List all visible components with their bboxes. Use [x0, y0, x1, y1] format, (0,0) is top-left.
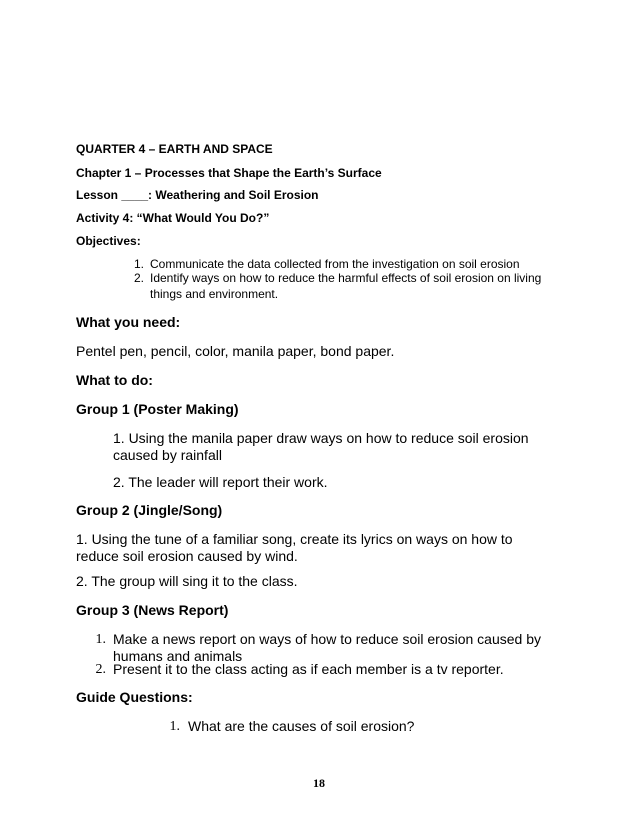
objective-number: 1.: [133, 257, 144, 271]
group-2-item: 1. Using the tune of a familiar song, create its lyrics on ways on how to reduce soil erosion caused by wind.: [76, 531, 513, 564]
group-3-item-number: 1.: [95, 632, 106, 647]
group-1-item: 2. The leader will report their work.: [113, 474, 328, 490]
objective-text: Identify ways on how to reduce the harmful effects of soil erosion on living things and environment.: [150, 271, 542, 301]
quarter-heading: QUARTER 4 – EARTH AND SPACE: [76, 142, 273, 156]
objective-number: 2.: [133, 271, 144, 285]
what-to-do-heading: What to do:: [76, 372, 153, 388]
group-3-item-text: Present it to the class acting as if each member is a tv reporter.: [113, 661, 504, 677]
guide-question-number: 1.: [169, 719, 180, 734]
guide-questions-heading: Guide Questions:: [76, 689, 193, 705]
materials-text: Pentel pen, pencil, color, manila paper, bond paper.: [76, 343, 395, 359]
lesson-heading: Lesson ____: Weathering and Soil Erosion: [76, 188, 319, 202]
group-3-heading: Group 3 (News Report): [76, 602, 229, 618]
what-you-need-heading: What you need:: [76, 314, 181, 330]
group-1-item: 1. Using the manila paper draw ways on how to reduce soil erosion caused by rainfall: [113, 430, 529, 463]
objective-text: Communicate the data collected from the investigation on soil erosion: [150, 257, 520, 271]
chapter-heading: Chapter 1 – Processes that Shape the Earth’s Surface: [76, 166, 382, 180]
objectives-label: Objectives:: [76, 234, 141, 248]
group-3-item-number: 2.: [95, 662, 106, 677]
guide-question-text: What are the causes of soil erosion?: [188, 718, 415, 734]
activity-heading: Activity 4: “What Would You Do?”: [76, 211, 270, 225]
group-1-heading: Group 1 (Poster Making): [76, 401, 239, 417]
page-number: 18: [313, 776, 325, 790]
group-2-item: 2. The group will sing it to the class.: [76, 573, 298, 589]
group-3-item-text: Make a news report on ways of how to reduce soil erosion caused by humans and animals: [113, 631, 542, 664]
group-2-heading: Group 2 (Jingle/Song): [76, 502, 223, 518]
